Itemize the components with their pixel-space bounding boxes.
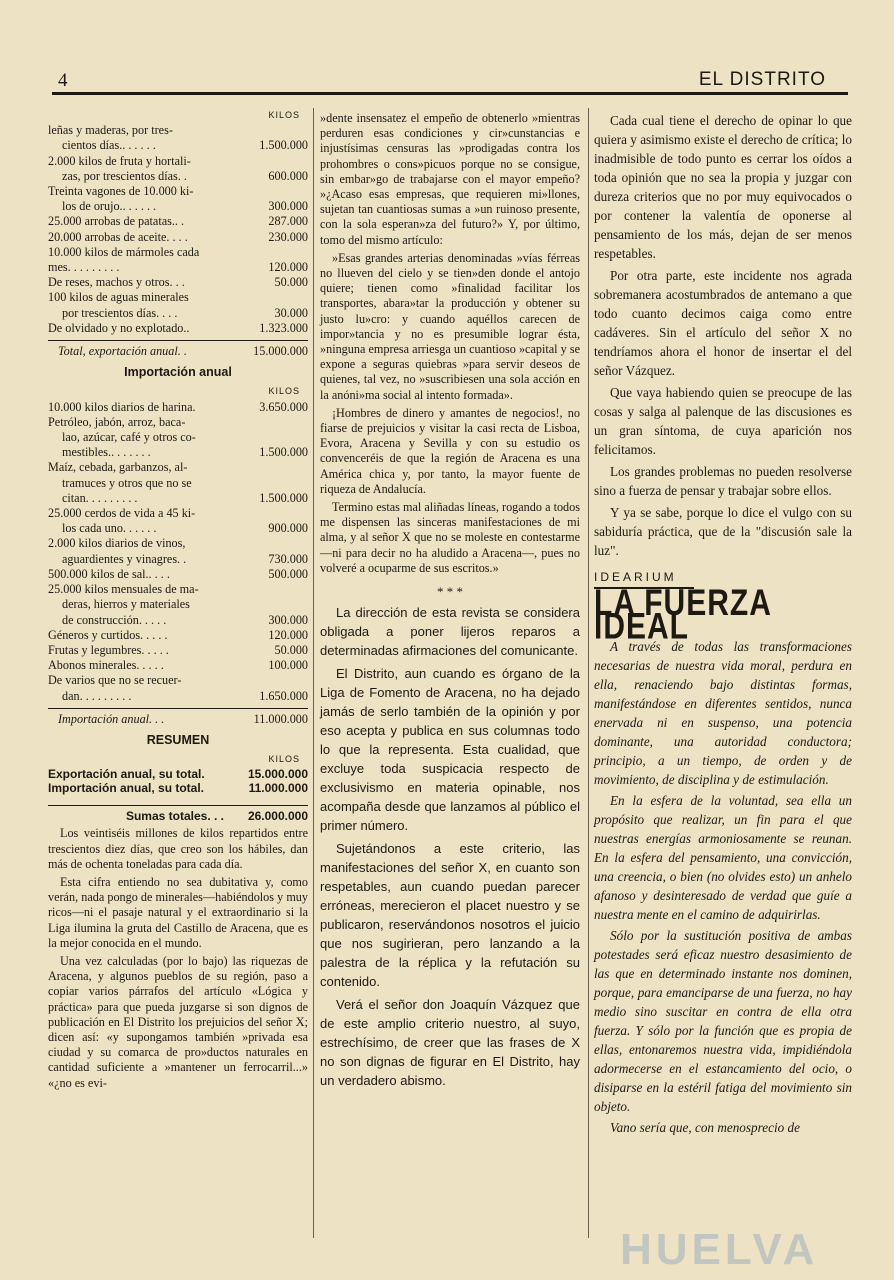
section-separator: * * *: [437, 584, 463, 600]
row-label: los cada uno. . . . . .: [62, 521, 157, 536]
column-editorial-idearium: [594, 108, 852, 1137]
row-label: 2.000 kilos diarios de vinos,: [48, 536, 186, 551]
kilos-header: KILOS: [268, 754, 300, 765]
table-row: [48, 199, 308, 214]
table-row: [48, 245, 308, 260]
table-row: [48, 582, 308, 597]
editorial-paragraph: Verá el señor don Joaquín Vázquez que de este amplio criterio nuestro, al suyo, estrechísimo, de creer que las frases de X no son dignas de figurar en El Distrito, hay un verdadero abismo.: [320, 997, 580, 1089]
row-value: 120.000: [268, 260, 308, 275]
row-value: 50.000: [274, 275, 308, 290]
summary-row: Exportación anual, su total. 15.000.000: [48, 767, 308, 782]
row-label: lao, azúcar, café y otros co-: [62, 430, 196, 445]
row-label: citan. . . . . . . . .: [62, 490, 138, 505]
column-letter: [320, 108, 580, 1090]
table-row: [48, 628, 308, 643]
row-value: 300.000: [268, 199, 308, 214]
editorial-paragraph: Los grandes problemas no pueden resolverse sino a fuerza de pensar y trabajar sobre ellos.: [594, 464, 852, 498]
library-watermark: HUELVA: [620, 1225, 819, 1274]
idearium-paragraph: A través de todas las transformaciones necesarias de nuestra vida moral, perdura en ella, renaciendo bajo distintas formas, manifestándose en diferentes sentidos, nunca enervada ni en suspenso, una potencia dominante, una autoridad conductora; principio, a un tiempo, de orden y de movimiento, de disciplina y de estimulación.: [594, 639, 852, 787]
table-row: [48, 445, 308, 460]
row-label: 10.000 kilos diarios de harina.: [48, 399, 196, 414]
row-label: por trescientos días. . . .: [62, 305, 178, 320]
row-value: 900.000: [268, 521, 308, 536]
table-row: [48, 154, 308, 169]
row-value: 30.000: [274, 305, 308, 320]
table-row: [48, 260, 308, 275]
table-row: [48, 306, 308, 321]
table-row: [48, 321, 308, 336]
row-label: Frutas y legumbres. . . . .: [48, 642, 169, 657]
table-row: [48, 536, 308, 551]
table-row: [48, 506, 308, 521]
row-label: Maíz, cebada, garbanzos, al-: [48, 460, 188, 475]
row-value: 120.000: [268, 627, 308, 642]
export-table: [48, 123, 308, 336]
row-label: 25.000 cerdos de vida a 45 ki-: [48, 506, 196, 521]
sum-total-row: Sumas totales. . . 26.000.000: [48, 805, 308, 823]
export-total-label: Total, exportación anual. .: [58, 344, 187, 359]
row-label: zas, por trescientos días. .: [62, 168, 187, 183]
editorial-paragraph: Que vaya habiendo quien se preocupe de las cosas y salga al palenque de las discusiones es un gran síntoma, de cuya aparición nos felicitamos.: [594, 385, 852, 457]
editorial-paragraph: Y ya se sabe, porque lo dice el vulgo con su sabiduría práctica, que de la "discusión sale la luz".: [594, 505, 852, 558]
paragraph: ¡Hombres de dinero y amantes de negocios!, no fiarse de prejuicios y visitar la casi recta de Lisboa, Evora, Aracena y Sevilla y con su estudio os convenceréis de que la región de Aracena es una América chica y, por tanto, la mayor fuente de riqueza de Andalucía.: [320, 405, 580, 496]
table-row: [48, 400, 308, 415]
kilos-header: KILOS: [268, 110, 300, 120]
row-label: Treinta vagones de 10.000 ki-: [48, 184, 194, 199]
row-label: mestibles.. . . . . . .: [62, 445, 151, 460]
row-value: 1.500.000: [259, 138, 308, 153]
table-row: [48, 567, 308, 582]
row-value: 1.500.000: [259, 490, 308, 505]
row-label: 2.000 kilos de fruta y hortali-: [48, 153, 191, 168]
newspaper-title: EL DISTRITO: [698, 69, 826, 90]
table-row: [48, 521, 308, 536]
paragraph: »Esas grandes arterias denominadas »vías férreas no llueven del cielo y se tien»den donde el antojo quiere; tienen como »finalidad facilitar los transportes, abara»tar la producción y obtener su justo lu»cro: y cuando aquéllos carecen de impor»tancia y no es presumible lograr ésta, »ninguna empresa arriesga un cuantioso »capital y se expone a seguras quiebras »para servir deseos de quienes, tal vez, no »suscribiesen una sola acción en la anóni»ma social al intento formada».: [320, 250, 580, 402]
import-total-label: Importación anual. . .: [58, 711, 165, 726]
table-row: [48, 138, 308, 153]
row-label: dan. . . . . . . . .: [62, 688, 132, 703]
table-row: [48, 552, 308, 567]
row-value: 287.000: [268, 214, 308, 229]
table-row: [48, 430, 308, 445]
column-divider: [588, 108, 589, 1238]
section-title: LA FUERZA IDEAL: [594, 582, 771, 648]
row-label: 500.000 kilos de sal.. . . .: [48, 566, 170, 581]
row-label: 25.000 kilos mensuales de ma-: [48, 582, 199, 597]
paragraph: Esta cifra entiendo no sea dubitativa y, como verán, nada pongo de minerales—habiéndolos y muy ricos—ni el pasaje natural y el extraordinario si la Liga ilumina la gruta del Castillo de Aracena, que es la mejor conocida en el mundo.: [48, 874, 308, 950]
editorial-paragraph: El Distrito, aun cuando es órgano de la Liga de Fomento de Aracena, no ha dejado jamás de serlo también de la opinión y por eso acepta y publica en sus columnas todo lo que la representa. Esta cualidad, que excluye toda suspicacia respecto de exclusivismo en materia opinable, nos acompaña desde que lanzamos al público el primer número.: [320, 666, 580, 834]
paragraph: »dente insensatez el empeño de obtenerlo »mientras perduren esas condiciones y cir»cunstancias e injustísimas censuras las »prodigadas contra los prohombres o cons»picuos porque no se consigue, sin embar»go de trabajarse con el mayor empeño? »¿Acaso esas empresas, que requieren mi»llones, sujetan tan cuantiosas sumas a »un ruinoso presente, con la sola esperan»za del futuro?» Y, por último, tomo del mismo artículo:: [320, 111, 580, 247]
idearium-paragraph: Sólo por la sustitución positiva de ambas potestades será eficaz nuestro desasimiento de las que en determinado instante nos dominen, porque, para emanciparse de una fuerza, no hay medio sino suscitar en contra de ella otra fuerza. Y sólo por la función que es propia de ellas, entonaremos nuestra vida, impidiéndola adormecerse en el estancamiento del ocio, o disiparse en la estéril fatiga del movimiento sin objeto.: [594, 928, 852, 1114]
row-label: De reses, machos y otros. . .: [48, 275, 185, 290]
import-heading: Importación anual: [124, 365, 232, 380]
idearium-paragraph: Vano sería que, con menosprecio de: [610, 1120, 800, 1135]
idearium-paragraph: En la esfera de la voluntad, sea ella un propósito que realizar, un fin para el que nuestras energías armoniosamente se reunan. En la esfera del pensamiento, una convicción, una creencia, o bien (no olvides esto) un anhelo afanoso y desinteresado de verdad que guíe a nuestra mente en el camino de adquirirlas.: [594, 793, 852, 922]
table-row: [48, 689, 308, 704]
page-number: 4: [58, 70, 68, 91]
editorial-paragraph: Sujetándonos a este criterio, las manifestaciones del señor X, en cuanto son respetables, aun cuando puedan parecer erróneas, merecieron el placet nuestro y se publicaron, reservándonos nosotros el juicio que nos sugirieran, pero lanzando a la palestra de la réplica y la refutación su contenido.: [320, 841, 580, 990]
paragraph: Una vez calculadas (por lo bajo) las riquezas de Aracena, y algunos pueblos de su región, paso a copiar varios párrafos del artículo «Lógica y práctica» para que pueda juzgarse si son dignos de publicación en El Distrito los prejuicios del señor X; dicen así: «y supongamos también »privada esa ciudad y su comarca de pro»ductos naturales en cantidad suficiente a »mantener un ferrocarril...» «¿no es evi-: [48, 953, 308, 1090]
table-row: [48, 169, 308, 184]
column-divider: [313, 108, 314, 1238]
row-label: Petróleo, jabón, arroz, baca-: [48, 414, 186, 429]
table-row: [48, 123, 308, 138]
section-label: IDEARIUM: [594, 568, 694, 589]
table-row: [48, 275, 308, 290]
row-label: tramuces y otros que no se: [62, 475, 192, 490]
table-row: [48, 613, 308, 628]
paragraph: Termino estas mal aliñadas líneas, rogando a todos me dispensen las sinceras manifestaciones de mi alma, y al señor X que no se moleste en contestarme—ni para decir no ha aludido a Aracena—, pues no volveré a ocuparme de sus escritos.»: [320, 500, 580, 575]
import-total-row: [48, 708, 308, 727]
table-row: [48, 491, 308, 506]
row-value: 730.000: [268, 551, 308, 566]
row-value: 300.000: [268, 612, 308, 627]
row-value: 230.000: [268, 229, 308, 244]
summary-row: Importación anual, su total. 11.000.000: [48, 781, 308, 796]
editorial-paragraph: La dirección de esta revista se considera obligada a poner lijeros reparos a determinadas afirmaciones del comunicante.: [320, 605, 580, 659]
paragraph: Los veintiséis millones de kilos repartidos entre trescientos diez días, que creo son los hábiles, dan más de ochenta toneladas para cada día.: [48, 826, 308, 871]
table-row: [48, 460, 308, 475]
export-total-value: 15.000.000: [253, 344, 308, 359]
row-label: 25.000 arrobas de patatas.. .: [48, 214, 185, 229]
row-value: 3.650.000: [259, 399, 308, 414]
table-row: [48, 476, 308, 491]
row-label: mes. . . . . . . . .: [48, 260, 120, 275]
row-label: de construcción. . . . .: [62, 612, 167, 627]
row-value: 1.650.000: [259, 688, 308, 703]
table-row: [48, 658, 308, 673]
row-label: De olvidado y no explotado..: [48, 320, 190, 335]
table-row: [48, 597, 308, 612]
row-label: De varios que no se recuer-: [48, 673, 182, 688]
row-label: cientos días.. . . . . .: [62, 138, 156, 153]
table-row: [48, 673, 308, 688]
row-value: 50.000: [274, 642, 308, 657]
row-value: 600.000: [268, 168, 308, 183]
table-row: [48, 230, 308, 245]
row-label: 20.000 arrobas de aceite. . . .: [48, 229, 188, 244]
row-value: 500.000: [268, 566, 308, 581]
kilos-header: KILOS: [268, 386, 300, 397]
resumen-heading: RESUMEN: [146, 732, 210, 747]
row-label: los de orujo.. . . . . .: [62, 199, 157, 214]
row-value: 100.000: [268, 658, 308, 673]
row-label: Géneros y curtidos. . . . .: [48, 627, 168, 642]
row-label: 100 kilos de aguas minerales: [48, 290, 189, 305]
row-value: 1.500.000: [259, 445, 308, 460]
row-label: deras, hierros y materiales: [62, 597, 190, 612]
import-table: [48, 400, 308, 704]
export-total-row: [48, 340, 308, 359]
row-value: 1.323.000: [259, 320, 308, 335]
column-trade-tables: [48, 108, 308, 1091]
table-row: [48, 290, 308, 305]
table-row: [48, 643, 308, 658]
editorial-paragraph: Cada cual tiene el derecho de opinar lo que quiera y asimismo existe el derecho de crítica; lo inadmisible de todo punto es cerrar los oídos a toda opinión que no sea la propia y juzgar con dureza criterios que no por muy equivocados o por contener la valentía de oponerse al pensamiento de los más, dejan de ser menos respetables.: [594, 113, 852, 261]
row-label: 10.000 kilos de mármoles cada: [48, 244, 200, 259]
row-label: Abonos minerales. . . . .: [48, 658, 164, 673]
header-rule: [52, 92, 848, 95]
table-row: [48, 184, 308, 199]
editorial-paragraph: Por otra parte, este incidente nos agrada sobremanera acostumbrados de antemano a que todo cuanto decimos caiga como entre cadáveres. Sin el artículo del señor X no tendríamos ahora el honor de insertar el del señor Vázquez.: [594, 268, 852, 378]
table-row: [48, 415, 308, 430]
table-row: [48, 214, 308, 229]
row-label: aguardientes y vinagres. .: [62, 551, 187, 566]
import-total-value: 11.000.000: [253, 711, 308, 726]
row-label: leñas y maderas, por tres-: [48, 123, 173, 138]
